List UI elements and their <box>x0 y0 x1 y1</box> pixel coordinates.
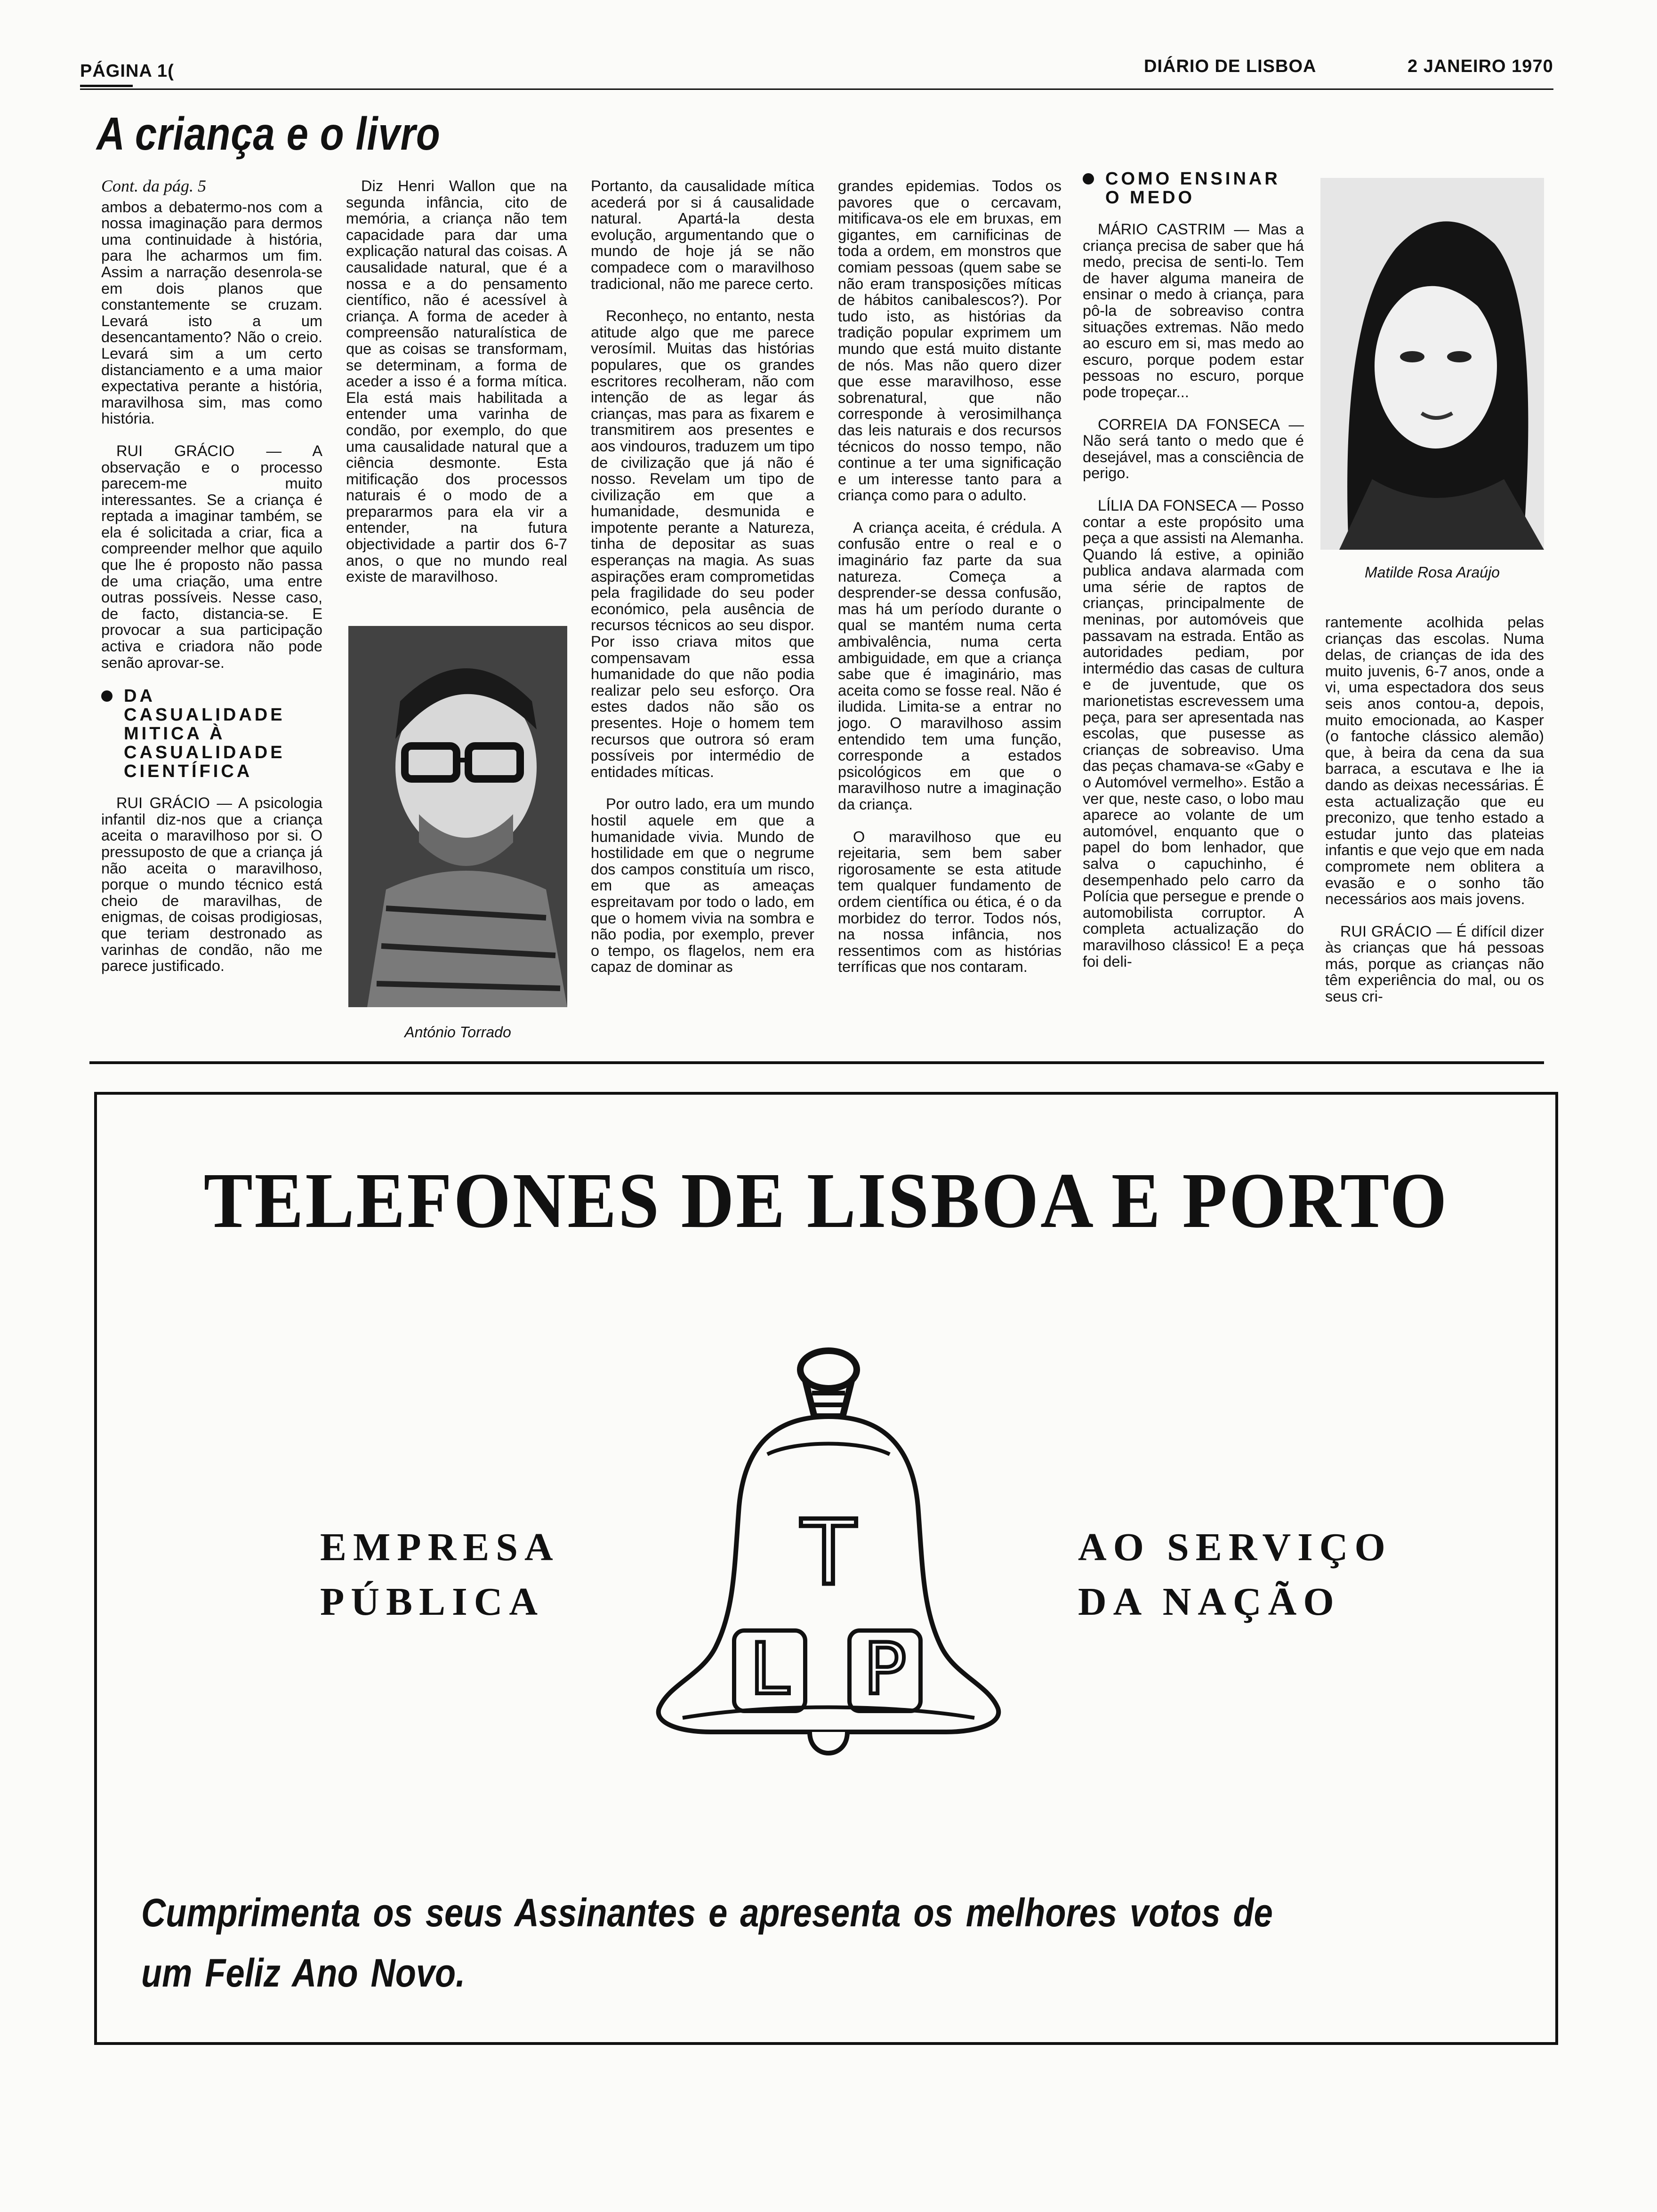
ad-right-line-2: DA NAÇÃO <box>1078 1580 1341 1624</box>
portrait-photo <box>348 626 567 1007</box>
portrait-photo <box>1320 178 1544 550</box>
article-bottom-rule <box>89 1061 1544 1064</box>
paragraph: ambos a debatermo-nos com a nossa imaginação para dermos uma continuidade à história, para lhe acharmos um fim. Assim a narração desenrola-se em dois planos que constantemente se cruzam. Levará isto a um desencantamento? Não o creio. Levará sim a um certo distanciamento e a uma maior expectativa perante a história, maravilhosa sim, mas como história. <box>101 198 322 427</box>
man-portrait-image <box>348 626 567 1007</box>
issue-date: 2 JANEIRO 1970 <box>1408 56 1553 76</box>
subheading <box>101 687 322 781</box>
header-rule <box>80 88 1553 90</box>
continuation-note: Cont. da pág. 5 <box>101 176 207 195</box>
paragraph: Reconheço, no entanto, nesta atitude algo que me parece verosímil. Muitas das histórias populares, que os grandes escritores recolheram, não com intenção de as legar ás crianças, mas para as fixarem e transmitirem aos presentes e aos vindouros, traduzem um tipo de civilização que já não é nosso. Revelam um tipo de civilização em que a humanidade, desmunida e impotente perante a Natureza, tinha de depositar as suas esperanças na magia. As suas aspirações eram comprometidas pela fragilidade do seu poder económico, pela ausência de recursos técnicos ao seu dispor. Por isso criava mitos que compensavam essa humanidade do que não podia realizar pelo seu esforço. Ora estes dados não são os presentes. Hoje o homem tem recursos que outrora só eram possíveis por intermédio de entidades míticas. <box>591 307 814 780</box>
paragraph: rantemente acolhida pelas crianças das escolas. Numa delas, de crianças de ida des muito juvenis, 6-7 anos, onde a vi, uma espectadora dos seus seis anos contou-a, depois, muito emocionada, ao Kasper (o fantoche clássico alemão) que, à beira da cena da sua barraca, a escutava e lhe ia dando as deixas necessárias. É esta actualização que eu preconizo, que tenho estado a estudar junto das plateias infantis e que vejo que em nada compromete nem oblitera a evasão e o sonho tão necessários aos mais jovens. <box>1325 614 1544 908</box>
logo-letter-t: T <box>801 1501 856 1605</box>
paragraph: RUI GRÁCIO — A observação e o processo parecem-me muito interessantes. Se a criança é reptada a imaginar também, se ela é solicitada a criar, fica a compreender melhor que aquilo que lhe é proposto não passa de uma criação, uma entre outras possíveis. Nesse caso, de facto, distancia-se. E provocar a sua participação activa e criadora não pode senão aprovar-se. <box>101 442 322 671</box>
page-number: PÁGINA 1( <box>80 61 174 81</box>
photo-caption: António Torrado <box>404 1024 511 1041</box>
ad-right-line-1: AO SERVIÇO <box>1078 1525 1392 1569</box>
paragraph: MÁRIO CASTRIM — Mas a criança precisa de saber que há medo, precisa de senti-lo. Tem de haver alguma maneira de ensinar o medo à criança, para pô-la de sobreaviso contra situações extremas. Não medo ao escuro em si, mas medo ao escuro, porque podem estar pessoas no escuro, porque pode tropeçar... <box>1083 221 1304 401</box>
ad-title: TELEFONES DE LISBOA E PORTO <box>203 1157 1449 1244</box>
paragraph: grandes epidemias. Todos os pavores que o cercavam, mitificava-os ele em bruxas, em gigantes, em carnificinas de toda a ordem, em monstros que comiam pessoas (quem sabe se não eram transposições míticas de hábitos canibalescos?). Por tudo isto, as histórias da tradição popular exprimem um mundo que está muito distante de nós. Mas não quero dizer que esse maravilhoso, esse sobrenatural, que não corresponde à verosimilhança das leis naturais e dos recursos técnicos do nosso tempo, não continue a ter uma significação e um interesse tanto para a criança como para o adulto. <box>838 177 1062 504</box>
article-column-6 <box>1325 614 1544 1005</box>
paragraph: RUI GRÁCIO — É difícil dizer às crianças que há pessoas más, porque as crianças não têm experiência do mal, ou os seus cri- <box>1325 922 1544 1005</box>
paragraph: LÍLIA DA FONSECA — Posso contar a este propósito uma peça a que assisti na Alemanha. Quando lá estive, a opinião publica andava alarmada com uma série de raptos de crianças, principalmente de meninas, por automóveis que passavam na estrada. Então as autoridades pediam, por intermédio das casas de cultura e de juventude, que os marionetistas escrevessem uma peça, para ser apresentada nas escolas, que pusesse as crianças de sobreaviso. Uma das peças chamava-se «Gaby e o Automóvel vermelho». Estão a ver que, neste caso, o lobo mau aparece ao volante de um automóvel, enquanto que o papel do bom lenhador, que salva o capuchinho, é desempenhado pelo carro da Polícia que persegue e prende o automobilista corruptor. A completa actualização do maravilhoso clássico! E a peça foi deli- <box>1083 497 1304 970</box>
logo-letter-l: L <box>750 1628 789 1710</box>
bullet-icon <box>101 690 113 702</box>
ad-left-line-2: PÚBLICA <box>320 1580 545 1624</box>
paragraph: Por outro lado, era um mundo hostil aquele em que a humanidade vivia. Mundo de hostilidade em que o negrume dos campos constituía um risco, em que as ameaças espreitavam por todo o lado, em que o homem vivia na sombra e não podia, por exemplo, prever o tempo, os flagelos, nem era capaz de dominar as <box>591 795 814 976</box>
article-column-5 <box>1083 169 1304 970</box>
subheading-text: COMO ENSINAR O MEDO <box>1105 169 1280 208</box>
paragraph: CORREIA DA FONSECA — Não será tanto o medo que é desejável, mas a consciência de perigo. <box>1083 416 1304 482</box>
ad-left-line-1: EMPRESA <box>320 1525 560 1569</box>
paragraph: Diz Henri Wallon que na segunda infância, cito de memória, a criança não tem capacidade para dar uma explicação natural das coisas. A causalidade natural, que é a nossa e a do pensamento científico, não é acessível à criança. A forma de aceder à compreensão naturalística de que as coisas se transformam, se determinam, a forma de aceder a isso é a forma mítica. Ela está mais habilitada a entender uma varinha de condão, por exemplo, do que uma causalidade natural que a ciência desmonte. Esta mitificação dos processos naturais é o modo de a prepararmos para ela vir a entender, na futura objectividade a partir dos 6-7 anos, o que no mundo real existe de maravilhoso. <box>346 177 567 585</box>
ad-right-text <box>1078 1520 1392 1629</box>
article-column-4 <box>838 178 1062 975</box>
newspaper-name: DIÁRIO DE LISBOA <box>1144 56 1317 76</box>
subheading <box>1083 169 1304 207</box>
logo-letter-p: P <box>863 1628 907 1710</box>
woman-portrait-image <box>1320 178 1544 550</box>
paragraph: Portanto, da causalidade mítica acederá por si á causalidade natural. Apartá-la desta evolução, argumentando que o mundo de hoje já se não compadece com o maravilhoso tradicional, não me parece certo. <box>591 177 814 292</box>
subheading-text: DA CASUALIDADE MITICA À CASUALIDADE CIENTÍFICA <box>124 686 285 782</box>
photo-caption: Matilde Rosa Araújo <box>1365 564 1500 581</box>
paragraph: O maravilhoso que eu rejeitaria, sem bem saber rigorosamente se esta atitude tem qualquer fundamento de ordem científica ou ética, é o da morbidez do terror. Todos nós, na nossa infância, nos ressentimos com as histórias terríficas que nos contaram. <box>838 828 1062 976</box>
article-title: A criança e o livro <box>97 108 441 160</box>
page-number-underline <box>80 85 133 87</box>
article-column-3 <box>591 178 814 975</box>
ad-left-text <box>320 1520 560 1629</box>
paragraph: RUI GRÁCIO — A psicologia infantil diz-nos que a criança aceita o maravilhoso por si. O pressuposto de que a criança já não aceita o maravilhoso, porque o mundo técnico está cheio de maravilhas, de enigmas, de coisas prodigiosas, que teriam destronado as varinhas de condão, não me parece justificado. <box>101 794 322 975</box>
paragraph: A criança aceita, é crédula. A confusão entre o real e o imaginário faz parte da sua natureza. Começa a desprender-se dessa confusão, mas há um período durante o qual se mantém numa certa ambivalência, numa certa ambiguidade, em que a criança sabe que é imaginário, mas aceita como se fosse real. Não é iludida. Limita-se a entrar no jogo. O maravilhoso assim entendido tem uma função, corresponde a estados psicológicos em que o maravilhoso nutre a imaginação da criança. <box>838 519 1062 813</box>
ad-greeting: Cumprimenta os seus Assinantes e apresenta os melhores votos de um Feliz Ano Novo. <box>141 1891 1273 1995</box>
bullet-icon <box>1083 173 1094 184</box>
article-column-2 <box>346 178 567 585</box>
article-column-1 <box>101 178 322 974</box>
